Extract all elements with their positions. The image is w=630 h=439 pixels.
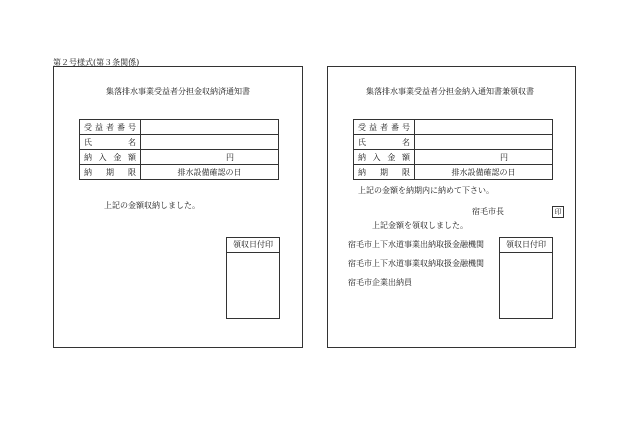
row-value	[141, 135, 279, 150]
row-value: 排水設備確認の日	[415, 165, 553, 180]
info-table	[79, 119, 279, 180]
row-label: 氏 名	[354, 135, 415, 150]
table-row	[354, 165, 553, 180]
mayor-name: 宿毛市長	[472, 207, 504, 216]
agency-line: 宿毛市上下水道事業収納取扱金融機関	[348, 259, 484, 268]
received-message: 上記金額を領収しました。	[372, 221, 468, 230]
row-label: 受益者番号	[80, 120, 141, 135]
payment-notice-panel	[53, 66, 303, 348]
panel-title: 集落排水事業受益者分担金納入通知書兼領収書	[366, 87, 534, 96]
table-row	[354, 135, 553, 150]
payment-instruction: 上記の金額を納期内に納めて下さい。	[358, 186, 494, 195]
row-value: 円	[141, 150, 279, 165]
stamp-label: 領収日付印	[227, 238, 279, 253]
table-row	[354, 150, 553, 165]
table-row	[80, 150, 279, 165]
row-value	[415, 135, 553, 150]
payment-invoice-receipt-panel	[327, 66, 576, 348]
seal-mark: 印	[552, 206, 564, 218]
row-label: 納期限	[354, 165, 415, 180]
row-label: 納入金額	[80, 150, 141, 165]
info-table	[353, 119, 553, 180]
row-label: 氏 名	[80, 135, 141, 150]
receipt-date-stamp-box	[499, 237, 553, 319]
row-value: 排水設備確認の日	[141, 165, 279, 180]
row-label: 納期限	[80, 165, 141, 180]
table-row	[80, 165, 279, 180]
received-message: 上記の金額収納しました。	[104, 201, 200, 210]
table-row	[80, 120, 279, 135]
agency-line: 宿毛市上下水道事業出納取扱金融機関	[348, 240, 484, 249]
table-row	[354, 120, 553, 135]
row-label: 納入金額	[354, 150, 415, 165]
form-number-label: 第２号様式(第３条関係)	[53, 58, 140, 67]
agency-line: 宿毛市企業出納員	[348, 278, 412, 287]
panel-title: 集落排水事業受益者分担金収納済通知書	[106, 87, 250, 96]
row-value	[415, 120, 553, 135]
receipt-date-stamp-box	[226, 237, 280, 319]
stamp-label: 領収日付印	[500, 238, 552, 253]
row-value: 円	[415, 150, 553, 165]
table-row	[80, 135, 279, 150]
row-value	[141, 120, 279, 135]
row-label: 受益者番号	[354, 120, 415, 135]
